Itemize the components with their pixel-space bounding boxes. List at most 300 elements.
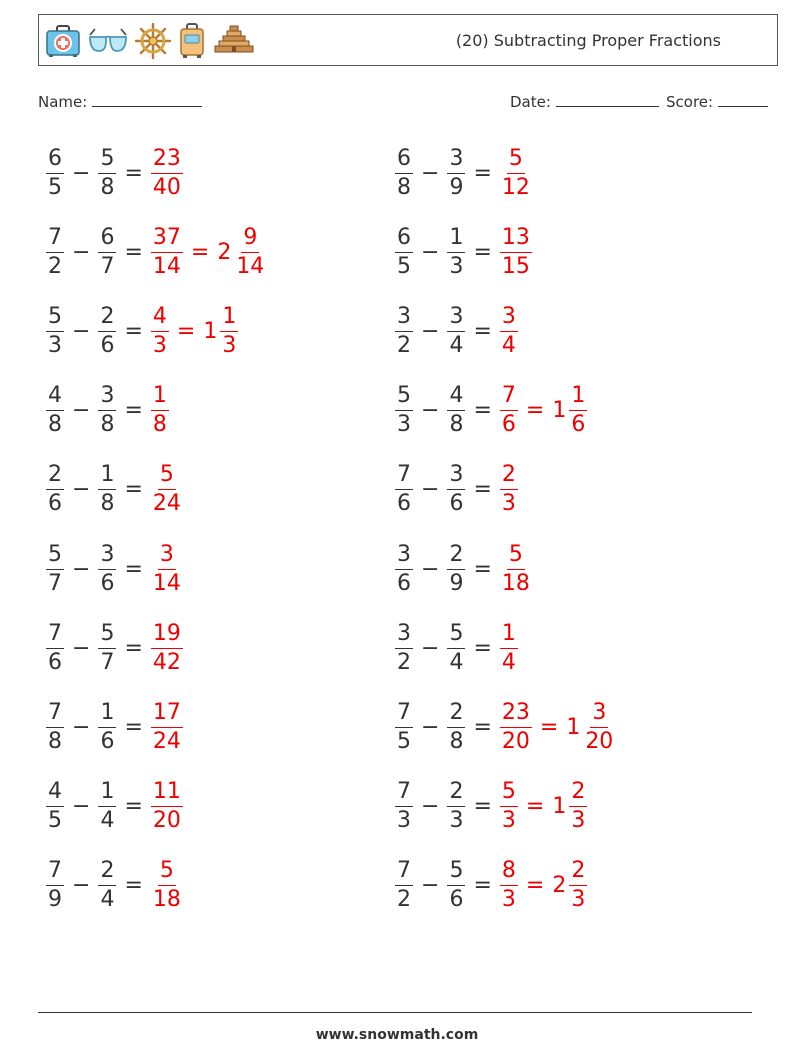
denominator: 3 [152,332,167,358]
problem-10 [393,459,520,521]
equals-sign: = [124,556,143,582]
denominator: 3 [48,332,62,358]
fraction [500,781,518,832]
denominator: 8 [449,728,464,754]
fraction [395,145,413,200]
fraction [98,781,116,832]
equals-sign: = [539,714,559,740]
numerator: 4 [46,385,64,411]
minus-sign: − [421,635,440,661]
minus-sign: − [72,635,91,661]
denominator: 18 [152,887,181,913]
denominator: 2 [397,649,411,675]
numerator: 23 [151,148,183,174]
date-field [510,92,659,111]
numerator: 23 [500,702,532,728]
answer [498,781,589,832]
problem-7 [44,380,171,442]
denominator: 5 [397,253,411,279]
problem-13 [44,617,185,679]
problem-20 [393,855,589,917]
fraction [447,145,465,200]
mixed-whole: 1 [552,794,567,820]
denominator: 6 [571,412,586,438]
equals-sign: = [124,160,143,186]
denominator: 3 [449,253,464,279]
numerator: 2 [447,544,465,570]
numerator: 3 [395,544,413,570]
fraction [46,224,64,279]
equals-sign: = [124,239,143,265]
numerator: 2 [569,781,587,807]
fraction [500,620,518,675]
header-box [38,14,778,66]
fraction [447,620,465,675]
denominator: 3 [501,491,516,517]
answer [149,303,240,358]
minus-sign: − [72,160,91,186]
fraction [395,541,413,596]
fraction [46,145,64,200]
fraction [98,145,116,200]
fraction [151,145,183,200]
minus-sign: − [421,239,440,265]
numerator: 7 [46,860,64,886]
numerator: 3 [500,306,518,332]
numerator: 4 [151,306,169,332]
numerator: 3 [447,148,465,174]
problem-14 [393,617,520,679]
numerator: 2 [447,781,465,807]
fraction [46,781,64,832]
sunglasses-icon [87,23,129,59]
name-blank[interactable] [92,92,202,107]
numerator: 3 [447,306,465,332]
equals-sign: = [473,160,492,186]
numerator: 1 [500,623,518,649]
numerator: 7 [46,227,64,253]
denominator: 8 [48,728,62,754]
answer [149,541,185,596]
fraction [98,620,116,675]
denominator: 2 [48,253,62,279]
numerator: 6 [98,227,116,253]
denominator: 12 [501,174,530,200]
denominator: 8 [397,174,411,200]
equals-sign: = [176,318,196,344]
denominator: 5 [48,174,62,200]
fraction [151,620,183,675]
fraction [447,860,465,911]
denominator: 3 [501,808,516,834]
fraction [46,385,64,436]
numerator: 3 [158,544,176,570]
equals-sign: = [473,556,492,582]
answer [498,541,534,596]
minus-sign: − [421,318,440,344]
equals-sign: = [124,477,143,503]
answer [498,620,520,675]
equals-sign: = [473,398,492,424]
suitcase-icon [177,23,207,59]
mixed-fraction [569,860,587,911]
numerator: 13 [500,227,532,253]
numerator: 2 [500,464,518,490]
numerator: 3 [395,306,413,332]
answer [498,860,589,911]
answer [498,303,520,358]
date-blank[interactable] [556,92,659,107]
mixed-fraction [234,224,266,279]
equals-sign: = [473,873,492,899]
fraction [395,781,413,832]
fraction [500,541,532,596]
numerator: 2 [98,860,116,886]
footer-divider [38,1012,752,1013]
equals-sign: = [124,794,143,820]
answer [149,860,185,911]
numerator: 7 [46,623,64,649]
numerator: 1 [151,385,169,411]
score-blank[interactable] [718,92,768,107]
minus-sign: − [72,873,91,899]
fraction [447,464,465,515]
equals-sign: = [124,873,143,899]
mixed-fraction [569,385,587,436]
numerator: 7 [395,702,413,728]
fraction [98,464,116,515]
problem-12 [393,538,534,600]
numerator: 5 [507,544,525,570]
date-label: Date: [510,93,551,111]
equals-sign: = [473,635,492,661]
minus-sign: − [72,556,91,582]
fraction [395,620,413,675]
denominator: 4 [501,332,516,358]
ship-wheel-icon [135,23,171,59]
denominator: 4 [449,649,464,675]
denominator: 14 [152,570,181,596]
answer [149,620,185,675]
problem-8 [393,380,589,442]
name-label: Name: [38,93,88,111]
problem-1 [44,142,185,204]
problem-18 [393,776,589,838]
fraction [500,464,518,515]
equals-sign: = [473,714,492,740]
equals-sign: = [124,398,143,424]
minus-sign: − [72,477,91,503]
mixed-whole: 1 [552,398,567,424]
answer [149,385,171,436]
fraction [500,699,532,754]
denominator: 42 [152,649,181,675]
denominator: 3 [397,808,411,834]
mixed-whole: 1 [566,714,581,740]
denominator: 20 [585,728,614,754]
numerator: 7 [500,385,518,411]
numerator: 17 [151,702,183,728]
denominator: 6 [397,491,411,517]
numerator: 6 [46,148,64,174]
numerator: 5 [447,623,465,649]
answer [149,224,268,279]
problem-11 [44,538,185,600]
numerator: 7 [395,464,413,490]
denominator: 2 [397,887,411,913]
equals-sign: = [473,477,492,503]
fraction [46,860,64,911]
name-field [38,92,202,111]
fraction [447,385,465,436]
first-aid-kit-icon [45,23,81,59]
numerator: 5 [507,148,525,174]
numerator: 6 [395,227,413,253]
denominator: 6 [100,332,115,358]
numerator: 7 [46,702,64,728]
minus-sign: − [421,794,440,820]
pyramid-icon [213,23,255,59]
fraction [500,145,532,200]
fraction [447,224,465,279]
denominator: 4 [100,887,115,913]
fraction [98,385,116,436]
fraction [98,541,116,596]
numerator: 2 [46,464,64,490]
fraction [151,541,183,596]
denominator: 3 [571,808,586,834]
fraction [46,620,64,675]
fraction [151,860,183,911]
equals-sign: = [124,318,143,344]
equals-sign: = [525,794,545,820]
numerator: 4 [447,385,465,411]
problem-16 [393,696,617,758]
problem-3 [44,221,268,283]
fraction [151,781,183,832]
equals-sign: = [473,239,492,265]
numerator: 7 [395,860,413,886]
problem-5 [44,300,240,362]
denominator: 6 [449,887,464,913]
page-title: (20) Subtracting Proper Fractions [455,31,721,50]
denominator: 8 [152,412,167,438]
minus-sign: − [421,714,440,740]
numerator: 7 [395,781,413,807]
denominator: 8 [100,491,115,517]
denominator: 3 [397,412,411,438]
answer [498,699,617,754]
denominator: 7 [48,570,62,596]
problem-9 [44,459,185,521]
denominator: 6 [48,649,62,675]
denominator: 8 [100,174,115,200]
numerator: 1 [569,385,587,411]
numerator: 1 [98,781,116,807]
minus-sign: − [421,398,440,424]
fraction [151,303,169,358]
numerator: 1 [98,702,116,728]
numerator: 1 [447,227,465,253]
numerator: 5 [46,306,64,332]
problem-17 [44,776,185,838]
numerator: 5 [447,860,465,886]
minus-sign: − [421,873,440,899]
numerator: 3 [447,464,465,490]
fraction [46,541,64,596]
numerator: 19 [151,623,183,649]
numerator: 5 [98,148,116,174]
answer [498,464,520,515]
fraction [500,385,518,436]
fraction [395,464,413,515]
denominator: 6 [501,412,516,438]
fraction [395,224,413,279]
denominator: 6 [100,570,115,596]
fraction [395,303,413,358]
denominator: 4 [449,332,464,358]
denominator: 5 [48,808,62,834]
fraction [447,541,465,596]
minus-sign: − [72,398,91,424]
fraction [395,860,413,911]
numerator: 8 [500,860,518,886]
fraction [151,385,169,436]
denominator: 24 [152,491,181,517]
fraction [500,303,518,358]
mixed-fraction [583,699,615,754]
answer [498,385,589,436]
numerator: 5 [395,385,413,411]
answer [149,145,185,200]
fraction [500,224,532,279]
numerator: 3 [590,702,608,728]
fraction [151,464,183,515]
footer-url: www.snowmath.com [315,1027,479,1043]
denominator: 5 [397,728,411,754]
equals-sign: = [473,794,492,820]
problem-4 [393,221,534,283]
denominator: 20 [152,808,181,834]
denominator: 6 [397,570,411,596]
problem-2 [393,142,534,204]
problem-15 [44,696,185,758]
numerator: 3 [395,623,413,649]
numerator: 5 [46,544,64,570]
denominator: 3 [501,887,516,913]
denominator: 7 [100,253,115,279]
numerator: 4 [46,781,64,807]
denominator: 8 [48,412,62,438]
denominator: 3 [571,887,586,913]
denominator: 6 [48,491,62,517]
numerator: 9 [241,227,259,253]
numerator: 3 [98,544,116,570]
answer [149,781,185,832]
equals-sign: = [124,714,143,740]
equals-sign: = [473,318,492,344]
score-field [666,92,768,111]
numerator: 3 [98,385,116,411]
fraction [151,224,183,279]
mixed-fraction [220,303,238,358]
score-label: Score: [666,93,714,111]
equals-sign: = [525,873,545,899]
numerator: 5 [500,781,518,807]
mixed-whole: 2 [552,873,567,899]
numerator: 11 [151,781,183,807]
denominator: 7 [100,649,115,675]
numerator: 2 [98,306,116,332]
denominator: 6 [449,491,464,517]
fraction [447,699,465,754]
minus-sign: − [72,239,91,265]
fraction [98,303,116,358]
numerator: 6 [395,148,413,174]
denominator: 6 [100,728,115,754]
answer [149,464,185,515]
fraction [447,781,465,832]
problem-6 [393,300,520,362]
fraction [98,860,116,911]
denominator: 15 [501,253,530,279]
mixed-whole: 1 [203,318,218,344]
mixed-whole: 2 [217,239,232,265]
denominator: 8 [100,412,115,438]
numerator: 2 [447,702,465,728]
equals-sign: = [525,398,545,424]
fraction [98,224,116,279]
numerator: 2 [569,860,587,886]
answer [149,699,185,754]
problem-19 [44,855,185,917]
denominator: 9 [449,570,464,596]
fraction [395,385,413,436]
fraction [151,699,183,754]
minus-sign: − [421,160,440,186]
minus-sign: − [72,318,91,344]
numerator: 37 [151,227,183,253]
denominator: 9 [48,887,62,913]
denominator: 4 [100,808,115,834]
answer [498,145,534,200]
numerator: 5 [98,623,116,649]
answer [498,224,534,279]
minus-sign: − [421,477,440,503]
numerator: 1 [98,464,116,490]
denominator: 3 [222,332,237,358]
fraction [98,699,116,754]
header-icons [45,23,255,59]
denominator: 14 [152,253,181,279]
denominator: 9 [449,174,464,200]
numerator: 1 [220,306,238,332]
denominator: 20 [501,728,530,754]
equals-sign: = [190,239,210,265]
minus-sign: − [72,794,91,820]
denominator: 4 [501,649,516,675]
denominator: 2 [397,332,411,358]
fraction [46,464,64,515]
denominator: 14 [236,253,265,279]
mixed-fraction [569,781,587,832]
fraction [46,699,64,754]
fraction [500,860,518,911]
fraction [46,303,64,358]
fraction [447,303,465,358]
equals-sign: = [124,635,143,661]
denominator: 8 [449,412,464,438]
